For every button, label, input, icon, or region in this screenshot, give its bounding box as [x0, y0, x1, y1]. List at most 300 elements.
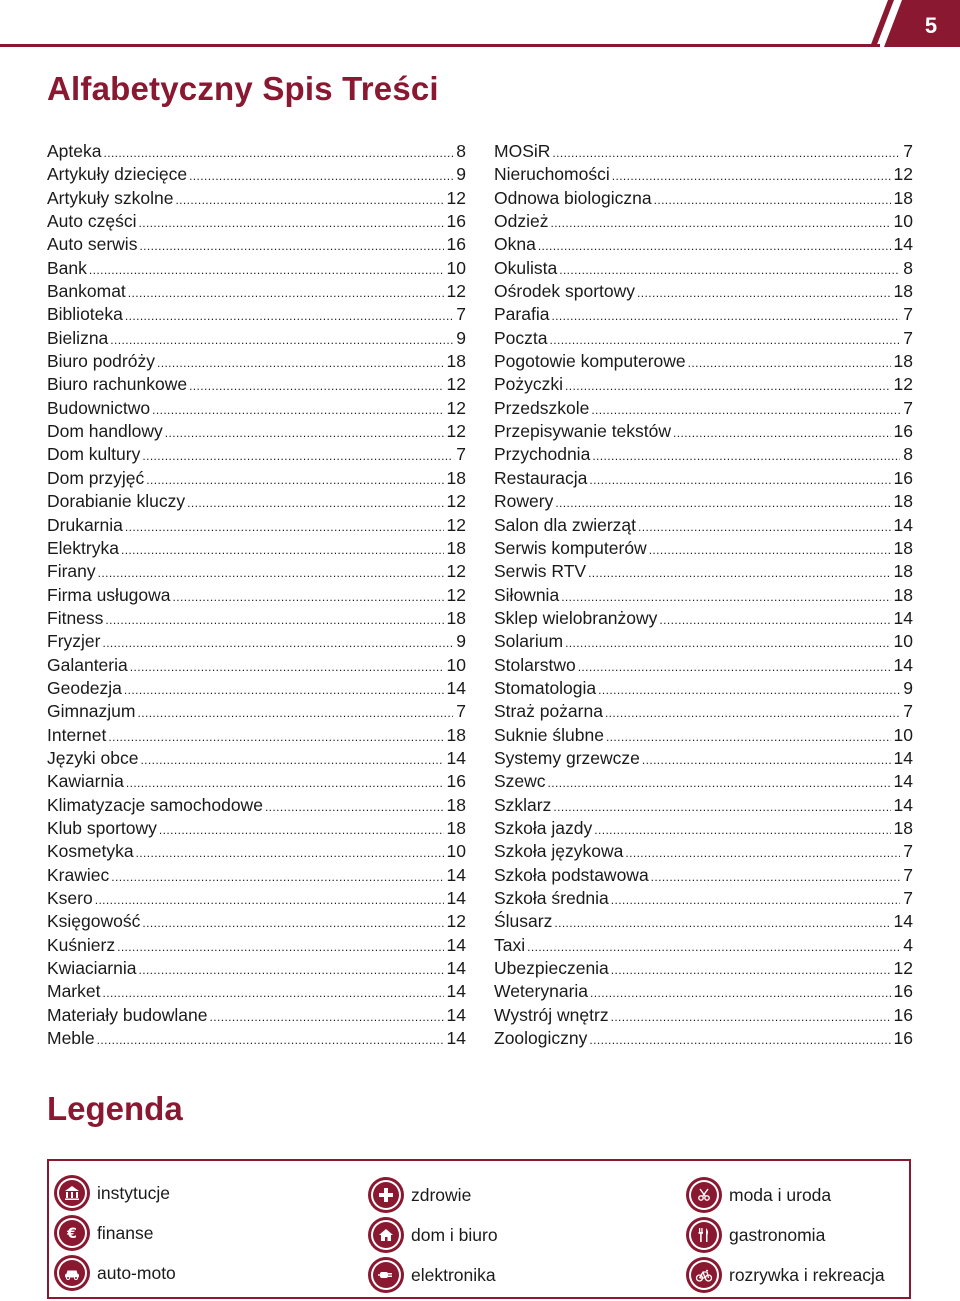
dot-leader	[554, 917, 890, 929]
dot-leader	[638, 521, 891, 533]
dot-leader	[552, 147, 900, 159]
entry-name: Biuro podróży	[47, 351, 155, 372]
entry-page: 12	[446, 514, 466, 535]
legend-box	[47, 1159, 911, 1299]
entry-page: 12	[446, 281, 466, 302]
entry-name: Straż pożarna	[494, 701, 603, 722]
entry-page: 12	[446, 911, 466, 932]
dot-leader	[649, 544, 891, 556]
entry-name: Szewc	[494, 771, 546, 792]
entry-page: 16	[893, 1028, 913, 1049]
dot-leader	[591, 404, 900, 416]
entry-name: Szkoła językowa	[494, 841, 624, 862]
entry-page: 12	[446, 374, 466, 395]
dot-leader	[606, 731, 891, 743]
entry-name: Serwis komputerów	[494, 537, 647, 558]
index-entry	[494, 934, 913, 957]
entry-name: Meble	[47, 1028, 95, 1049]
entry-name: Ślusarz	[494, 911, 553, 932]
entry-name: Galanteria	[47, 654, 128, 675]
entry-page: 14	[893, 747, 913, 768]
entry-page: 9	[456, 327, 466, 348]
dot-leader	[605, 707, 900, 719]
entry-page: 4	[903, 934, 913, 955]
entry-name: Salon dla zwierząt	[494, 514, 637, 535]
entry-name: Klub sportowy	[47, 817, 157, 838]
entry-page: 16	[893, 421, 913, 442]
entry-name: Siłownia	[494, 584, 560, 605]
entry-page: 9	[903, 677, 913, 698]
cutlery-icon	[689, 1220, 719, 1250]
entry-name: Dom kultury	[47, 444, 141, 465]
entry-name: Auto serwis	[47, 234, 138, 255]
entry-page: 8	[456, 141, 466, 161]
page-number-tab	[870, 0, 960, 48]
dot-leader	[130, 661, 444, 673]
dot-leader	[110, 334, 453, 346]
dot-leader	[565, 637, 890, 649]
entry-page: 9	[456, 631, 466, 652]
entry-page: 14	[446, 747, 466, 768]
entry-page: 8	[903, 444, 913, 465]
index-entry	[47, 887, 466, 910]
dot-leader	[105, 614, 443, 626]
dot-leader	[561, 591, 890, 603]
index-entry	[494, 397, 913, 420]
entry-page: 16	[446, 211, 466, 232]
dot-leader	[159, 824, 444, 836]
legend-item-label: gastronomia	[729, 1224, 826, 1245]
entry-page: 16	[893, 467, 913, 488]
index-entry	[494, 747, 913, 770]
index-entry	[47, 280, 466, 303]
index-entry	[494, 887, 913, 910]
index-entry	[47, 187, 466, 210]
dot-leader	[538, 240, 891, 252]
entry-name: Krawiec	[47, 864, 110, 885]
entry-name: Market	[47, 981, 101, 1002]
index-entry	[47, 327, 466, 350]
legend-item	[57, 1215, 153, 1251]
index-column-right	[494, 140, 913, 1050]
entry-name: Wystrój wnętrz	[494, 1004, 609, 1025]
entry-name: Okulista	[494, 257, 558, 278]
entry-name: Dom handlowy	[47, 421, 163, 442]
entry-name: Geodezja	[47, 677, 122, 698]
entry-page: 18	[893, 561, 913, 582]
entry-name: Gimnazjum	[47, 701, 136, 722]
entry-name: Kawiarnia	[47, 771, 124, 792]
entry-name: Pożyczki	[494, 374, 564, 395]
entry-page: 7	[903, 327, 913, 348]
entry-page: 12	[446, 397, 466, 418]
entry-page: 12	[446, 187, 466, 208]
index-entry	[494, 327, 913, 350]
dot-leader	[102, 987, 443, 999]
index-entry	[494, 700, 913, 723]
entry-name: Szkoła jazdy	[494, 817, 593, 838]
dot-leader	[210, 1011, 444, 1023]
index-entry	[47, 490, 466, 513]
index-entry	[47, 420, 466, 443]
entry-page: 14	[446, 1028, 466, 1049]
dot-leader	[140, 754, 443, 766]
entry-name: Ksero	[47, 888, 93, 908]
entry-page: 12	[893, 374, 913, 395]
entry-name: Dom przyjęć	[47, 467, 145, 488]
legend-item-label: finanse	[97, 1222, 154, 1243]
entry-page: 14	[893, 794, 913, 815]
page-title: Alfabetyczny Spis Treści	[47, 70, 439, 107]
entry-page: 14	[446, 981, 466, 1002]
entry-name: Drukarnia	[47, 514, 123, 535]
car-icon	[57, 1258, 87, 1288]
dot-leader	[125, 310, 453, 322]
entry-page: 14	[893, 771, 913, 792]
index-entry	[47, 514, 466, 537]
index-entry	[494, 210, 913, 233]
index-entry	[47, 817, 466, 840]
health-cross-icon	[371, 1180, 401, 1210]
index-entry	[494, 677, 913, 700]
entry-name: Weterynaria	[494, 981, 589, 1002]
entry-name: Artykuły dziecięce	[47, 164, 188, 185]
entry-page: 7	[903, 888, 913, 908]
dot-leader	[142, 450, 453, 462]
entry-name: Szkoła średnia	[494, 888, 609, 908]
euro-icon	[57, 1218, 87, 1248]
entry-page: 7	[903, 304, 913, 325]
entry-name: Fryzjer	[47, 631, 101, 652]
entry-name: Stolarstwo	[494, 654, 576, 675]
dot-leader	[553, 801, 890, 813]
index-entry	[494, 1004, 913, 1027]
dot-leader	[124, 684, 444, 696]
entry-name: Języki obce	[47, 747, 139, 768]
legend-item-label: moda i uroda	[729, 1184, 832, 1205]
index-entry	[494, 140, 913, 163]
entry-page: 18	[446, 351, 466, 372]
index-entry	[47, 864, 466, 887]
dot-leader	[126, 777, 444, 789]
index-entry	[494, 537, 913, 560]
entry-page: 12	[893, 164, 913, 185]
index-entry	[47, 794, 466, 817]
entry-name: Elektryka	[47, 537, 119, 558]
dot-leader	[654, 194, 891, 206]
dot-leader	[187, 497, 443, 509]
index-entry	[47, 560, 466, 583]
dot-leader	[594, 824, 890, 836]
index-entry	[47, 233, 466, 256]
index-entry	[494, 770, 913, 793]
index-column-left	[47, 140, 466, 1050]
entry-name: Przepisywanie tekstów	[494, 421, 672, 442]
entry-page: 7	[903, 841, 913, 862]
entry-name: Kuśnierz	[47, 934, 116, 955]
dot-leader	[642, 754, 891, 766]
dot-leader	[651, 871, 901, 883]
dot-leader	[95, 894, 444, 906]
dot-leader	[589, 474, 890, 486]
entry-page: 16	[446, 771, 466, 792]
dot-leader	[637, 287, 891, 299]
entry-page: 14	[446, 677, 466, 698]
entry-name: Bielizna	[47, 327, 109, 348]
index-entry	[47, 677, 466, 700]
legend-item-label: elektronika	[411, 1264, 496, 1285]
legend-item	[57, 1175, 170, 1211]
entry-name: Odzież	[494, 211, 549, 232]
index-entry	[47, 163, 466, 186]
entry-name: Biuro rachunkowe	[47, 374, 188, 395]
dot-leader	[189, 170, 453, 182]
index-entry	[47, 770, 466, 793]
entry-name: Firma usługowa	[47, 584, 171, 605]
dot-leader	[128, 287, 444, 299]
dot-leader	[146, 474, 443, 486]
dot-leader	[175, 194, 443, 206]
legend-item-label: auto-moto	[97, 1262, 176, 1283]
entry-page: 14	[446, 1004, 466, 1025]
index-entry	[494, 817, 913, 840]
entry-page: 14	[893, 654, 913, 675]
index-entry	[494, 980, 913, 1003]
entry-name: Przychodnia	[494, 444, 591, 465]
entry-page: 9	[456, 164, 466, 185]
index-entry	[494, 187, 913, 210]
index-entry	[494, 467, 913, 490]
entry-name: Nieruchomości	[494, 164, 610, 185]
dot-leader	[152, 404, 443, 416]
index-entry	[47, 210, 466, 233]
index-entry	[47, 350, 466, 373]
index-entry	[494, 607, 913, 630]
entry-page: 7	[456, 701, 466, 722]
entry-name: Serwis RTV	[494, 561, 587, 582]
dot-leader	[551, 310, 900, 322]
index-entry	[47, 630, 466, 653]
header-rule	[0, 44, 880, 47]
page-number: 5	[924, 13, 938, 38]
dot-leader	[578, 661, 891, 673]
entry-page: 7	[903, 141, 913, 161]
entry-name: Szkoła podstawowa	[494, 864, 649, 885]
dot-leader	[165, 427, 444, 439]
index-entry	[494, 280, 913, 303]
index-entry	[494, 910, 913, 933]
legend-item	[689, 1177, 831, 1213]
index-entry	[494, 584, 913, 607]
index-entry	[47, 140, 466, 163]
entry-name: Kosmetyka	[47, 841, 134, 862]
legend-item-label: rozrywka i rekreacja	[729, 1264, 885, 1285]
dot-leader	[98, 567, 444, 579]
entry-page: 18	[893, 537, 913, 558]
index-entry	[494, 840, 913, 863]
entry-name: Bankomat	[47, 281, 126, 302]
dot-leader	[588, 567, 890, 579]
entry-page: 18	[893, 584, 913, 605]
dot-leader	[589, 1034, 890, 1046]
entry-name: Apteka	[47, 141, 102, 161]
institution-icon	[57, 1178, 87, 1208]
entry-name: Fitness	[47, 607, 104, 628]
entry-page: 18	[446, 537, 466, 558]
entry-page: 12	[446, 421, 466, 442]
legend-item	[371, 1257, 496, 1293]
index-entry	[47, 303, 466, 326]
dot-leader	[103, 147, 453, 159]
entry-name: Artykuły szkolne	[47, 187, 174, 208]
dot-leader	[611, 894, 900, 906]
index-entry	[47, 747, 466, 770]
index-entry	[494, 303, 913, 326]
dot-leader	[138, 217, 443, 229]
entry-name: Dorabianie kluczy	[47, 491, 186, 512]
dot-leader	[550, 217, 890, 229]
dot-leader	[102, 637, 453, 649]
index-entry	[494, 654, 913, 677]
entry-name: Parafia	[494, 304, 550, 325]
entry-page: 10	[446, 654, 466, 675]
entry-page: 10	[446, 841, 466, 862]
entry-name: Okna	[494, 234, 536, 255]
dot-leader	[121, 544, 444, 556]
entry-page: 18	[446, 607, 466, 628]
entry-page: 14	[446, 934, 466, 955]
dot-leader	[138, 707, 454, 719]
entry-page: 18	[446, 817, 466, 838]
index-entry	[47, 443, 466, 466]
svg-text:€: €	[67, 1226, 77, 1242]
entry-page: 18	[446, 794, 466, 815]
index-entry	[47, 934, 466, 957]
entry-page: 10	[893, 724, 913, 745]
fashion-icon	[689, 1180, 719, 1210]
index-entry	[494, 724, 913, 747]
entry-name: Internet	[47, 724, 107, 745]
dot-leader	[138, 964, 443, 976]
entry-name: Biblioteka	[47, 304, 123, 325]
index-entry	[494, 514, 913, 537]
index-entry	[47, 607, 466, 630]
index-entry	[494, 1027, 913, 1050]
entry-name: Stomatologia	[494, 677, 597, 698]
index-entry	[47, 840, 466, 863]
entry-page: 18	[893, 281, 913, 302]
entry-name: Księgowość	[47, 911, 141, 932]
entry-page: 18	[446, 467, 466, 488]
entry-name: Taxi	[494, 934, 526, 955]
entry-name: Solarium	[494, 631, 564, 652]
entry-page: 7	[456, 444, 466, 465]
index-entry	[47, 1027, 466, 1050]
index-entry	[494, 350, 913, 373]
index-entry	[47, 654, 466, 677]
legend-item	[57, 1255, 176, 1291]
legend-item-label: zdrowie	[411, 1184, 472, 1205]
entry-page: 7	[903, 701, 913, 722]
dot-leader	[89, 264, 444, 276]
dot-leader	[173, 591, 444, 603]
index-entry	[47, 373, 466, 396]
entry-page: 14	[446, 864, 466, 885]
index-entry	[494, 957, 913, 980]
house-icon	[371, 1220, 401, 1250]
dot-leader	[598, 684, 900, 696]
dot-leader	[125, 521, 444, 533]
entry-name: Bank	[47, 257, 87, 278]
entry-name: Ośrodek sportowy	[494, 281, 636, 302]
entry-page: 18	[446, 724, 466, 745]
dot-leader	[108, 731, 443, 743]
dot-leader	[111, 871, 443, 883]
legend-item	[371, 1177, 471, 1213]
legend-item	[371, 1217, 498, 1253]
entry-name: Szklarz	[494, 794, 552, 815]
entry-name: Ubezpieczenia	[494, 958, 609, 979]
index-entry	[47, 584, 466, 607]
entry-page: 14	[446, 958, 466, 979]
entry-page: 16	[893, 1004, 913, 1025]
index-entry	[494, 560, 913, 583]
index-entry	[494, 420, 913, 443]
entry-name: Rowery	[494, 491, 554, 512]
entry-name: Pogotowie komputerowe	[494, 351, 686, 372]
plug-icon	[371, 1260, 401, 1290]
entry-page: 12	[446, 561, 466, 582]
index-entry	[47, 537, 466, 560]
index-entry	[494, 794, 913, 817]
entry-page: 18	[893, 187, 913, 208]
entry-name: Restauracja	[494, 467, 588, 488]
index-entry	[494, 233, 913, 256]
dot-leader	[550, 334, 901, 346]
entry-name: Przedszkole	[494, 397, 590, 418]
entry-name: Kwiaciarnia	[47, 958, 137, 979]
dot-leader	[559, 264, 900, 276]
dot-leader	[97, 1034, 444, 1046]
index-entry	[47, 1004, 466, 1027]
legend-item	[689, 1257, 885, 1293]
dot-leader	[142, 917, 443, 929]
entry-page: 14	[893, 607, 913, 628]
dot-leader	[565, 380, 890, 392]
index-entry	[47, 467, 466, 490]
dot-leader	[157, 357, 444, 369]
entry-page: 14	[446, 888, 466, 908]
index-entry	[47, 700, 466, 723]
entry-page: 12	[446, 584, 466, 605]
entry-page: 10	[893, 211, 913, 232]
entry-page: 18	[893, 817, 913, 838]
entry-page: 7	[903, 397, 913, 418]
entry-page: 14	[893, 514, 913, 535]
entry-name: Systemy grzewcze	[494, 747, 640, 768]
entry-name: Sklep wielobranżowy	[494, 607, 658, 628]
dot-leader	[265, 801, 444, 813]
entry-page: 7	[903, 864, 913, 885]
entry-page: 14	[893, 234, 913, 255]
dot-leader	[612, 170, 891, 182]
entry-page: 18	[893, 351, 913, 372]
dot-leader	[611, 1011, 891, 1023]
entry-name: MOSiR	[494, 141, 551, 161]
entry-name: Zoologiczny	[494, 1028, 588, 1049]
entry-name: Odnowa biologiczna	[494, 187, 652, 208]
index-entry	[47, 910, 466, 933]
